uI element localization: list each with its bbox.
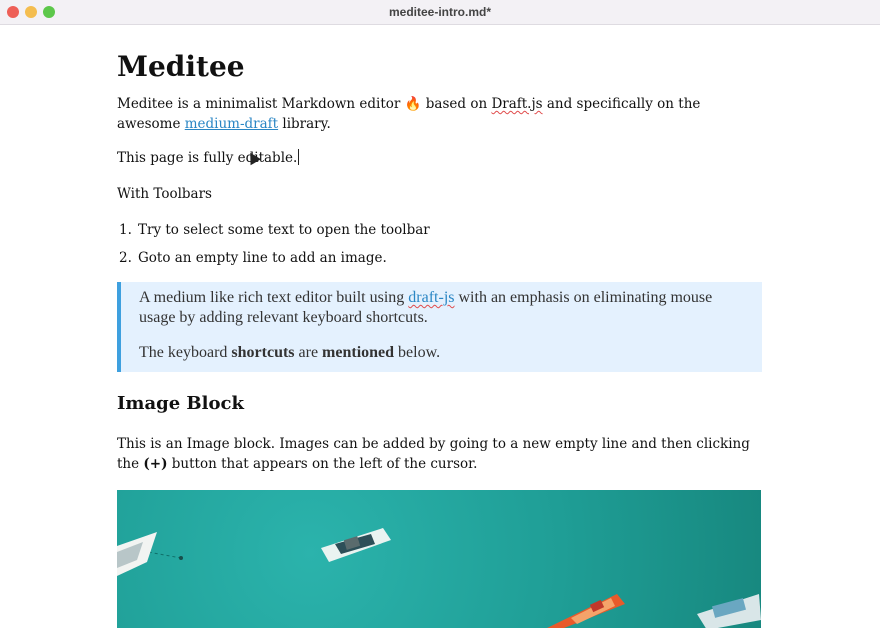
list-item[interactable] [117, 220, 430, 248]
quote-text: below. [394, 344, 441, 361]
intro-paragraph[interactable] [117, 94, 762, 134]
list-item-text: Try to select some text to open the toolbar [138, 222, 430, 238]
title-bar [0, 0, 880, 25]
boats-image-art [117, 490, 761, 628]
list-item-number: 2. [119, 250, 132, 266]
image-block-text: This is an Image block. Images can be added by going to a new empty line and then clicking the [117, 436, 750, 472]
quote-line-1 [139, 288, 744, 328]
quote-text: The keyboard [139, 344, 232, 361]
image-block-text: button that appears on the left of the cursor. [167, 456, 478, 472]
plus-button-label: (+) [143, 456, 168, 472]
intro-text-3: and specifically on the awesome [117, 96, 701, 132]
quote-bold-shortcuts: shortcuts [231, 344, 295, 361]
quote-bold-mentioned: mentioned [322, 344, 395, 361]
editable-text: This page is fully editable. [117, 150, 298, 166]
editable-paragraph[interactable] [117, 148, 762, 168]
quote-line-2 [139, 343, 744, 363]
doc-title[interactable]: Meditee [117, 50, 245, 83]
fire-icon: 🔥 [404, 96, 422, 112]
quote-text: A medium like rich text editor built using [139, 289, 409, 306]
intro-text-2: based on [421, 96, 492, 112]
image-block-paragraph[interactable] [117, 434, 762, 474]
toolbars-paragraph[interactable]: With Toolbars [117, 186, 212, 202]
quote-text: are [294, 344, 323, 361]
list-item-number: 1. [119, 222, 132, 238]
image-block-heading[interactable]: Image Block [117, 393, 244, 414]
boats-image[interactable] [117, 490, 761, 628]
ordered-list [117, 220, 430, 276]
window-title: meditee-intro.md* [388, 5, 491, 19]
quote-text: with an emphasis on eliminating mouse usage by adding relevant keyboard shortcuts. [139, 289, 713, 326]
list-item[interactable] [117, 248, 430, 276]
medium-draft-link[interactable]: medium-draft [184, 116, 279, 132]
intro-text-1: Meditee is a minimalist Markdown editor [117, 96, 405, 112]
intro-text-4: library. [278, 116, 331, 132]
draft-js-link[interactable]: draft-js [408, 289, 455, 306]
blockquote[interactable] [117, 282, 762, 372]
draftjs-text: Draft.js [491, 96, 543, 112]
list-item-text: Goto an empty line to add an image. [138, 250, 387, 266]
text-caret [298, 149, 299, 165]
